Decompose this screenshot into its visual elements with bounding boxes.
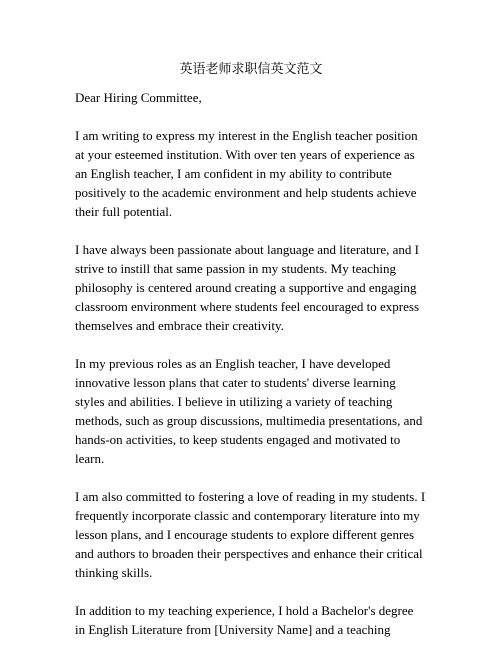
- paragraph-line: strive to instill that same passion in my students. My teaching: [75, 261, 396, 276]
- letter-body: [75, 88, 437, 658]
- paragraph-line: positively to the academic environment and help students achieve: [75, 185, 417, 200]
- paragraph-line: styles and abilities. I believe in utilizing a variety of teaching: [75, 394, 393, 409]
- paragraph-line: classroom environment where students feel encouraged to express: [75, 299, 420, 314]
- paragraph-line: In my previous roles as an English teacher, I have developed: [75, 356, 391, 371]
- paragraph-line: in English Literature from [University Name] and a teaching: [75, 622, 391, 637]
- salutation: [75, 88, 437, 107]
- paragraph-line: an English teacher, I am confident in my ability to contribute: [75, 166, 392, 181]
- paragraph-line: philosophy is centered around creating a supportive and engaging: [75, 280, 417, 295]
- paragraph-2: [75, 240, 437, 335]
- paragraph-line: hands-on activities, to keep students engaged and motivated to: [75, 432, 401, 447]
- paragraph-line: frequently incorporate classic and contemporary literature into my: [75, 508, 420, 523]
- paragraph-3: [75, 354, 437, 468]
- paragraph-5: [75, 601, 437, 639]
- paragraph-4: [75, 487, 437, 582]
- paragraph-line: thinking skills.: [75, 565, 153, 580]
- document-title: 英语老师求职信英文范文: [179, 61, 323, 76]
- paragraph-line: learn.: [75, 451, 105, 466]
- paragraph-line: lesson plans, and I encourage students to explore different genres: [75, 527, 415, 542]
- paragraph-line: and authors to broaden their perspectives and enhance their critical: [75, 546, 423, 561]
- paragraph-line: innovative lesson plans that cater to students' diverse learning: [75, 375, 396, 390]
- paragraph-1: [75, 126, 437, 221]
- paragraph-line: I have always been passionate about language and literature, and I: [75, 242, 419, 257]
- paragraph-line: methods, such as group discussions, multimedia presentations, and: [75, 413, 423, 428]
- paragraph-line: at your esteemed institution. With over ten years of experience as: [75, 147, 415, 162]
- paragraph-line: I am also committed to fostering a love of reading in my students. I: [75, 489, 426, 504]
- paragraph-line: I am writing to express my interest in the English teacher position: [75, 128, 418, 143]
- paragraph-line: In addition to my teaching experience, I hold a Bachelor's degree: [75, 603, 414, 618]
- paragraph-line: themselves and embrace their creativity.: [75, 318, 284, 333]
- paragraph-line: their full potential.: [75, 204, 173, 219]
- salutation-line: Dear Hiring Committee,: [75, 90, 202, 105]
